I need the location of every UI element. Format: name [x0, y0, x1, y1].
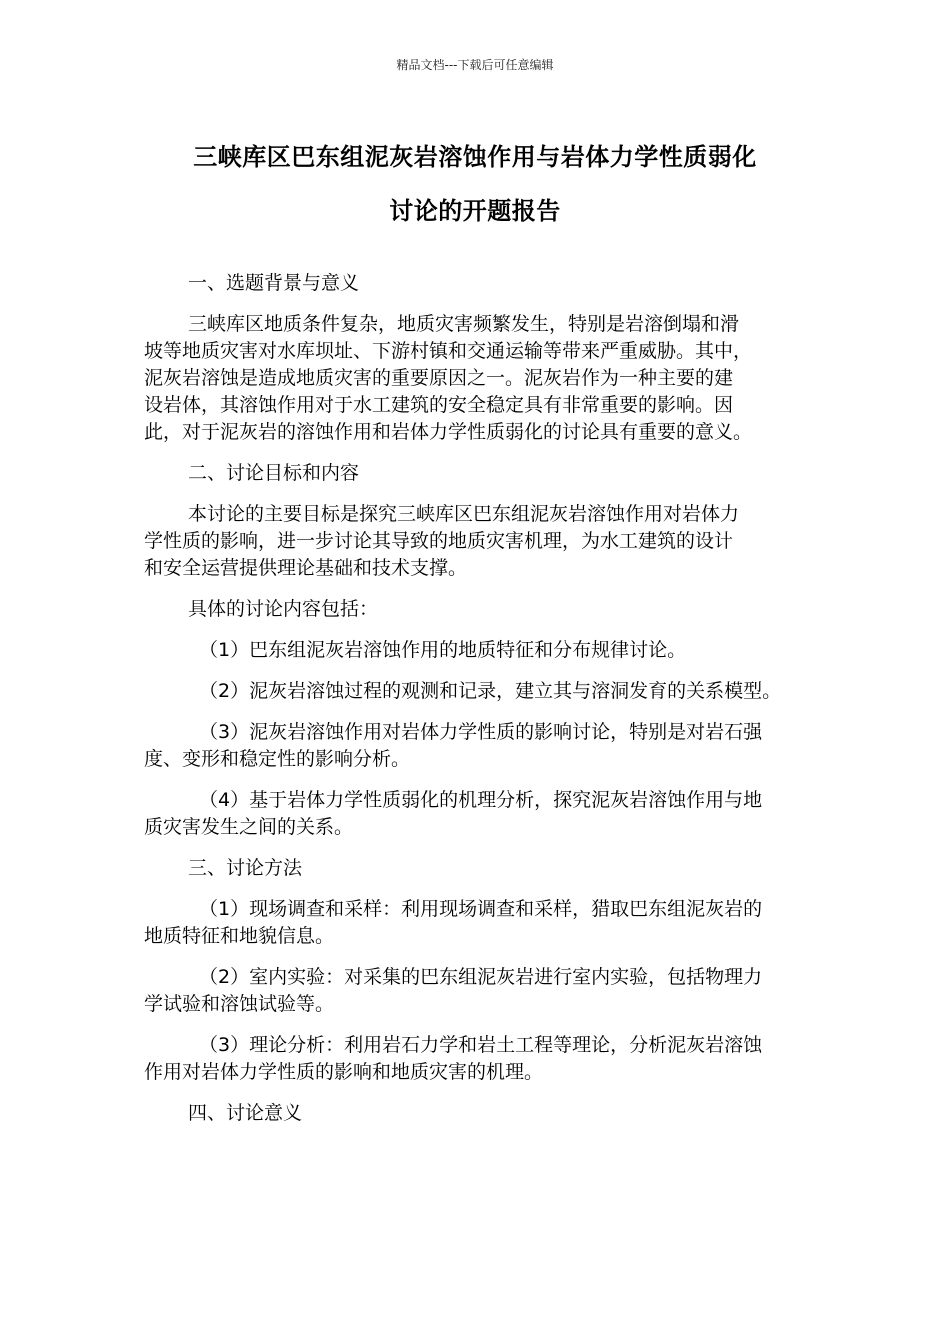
list-item	[144, 787, 816, 841]
list-item: （1）巴东组泥灰岩溶蚀作用的地质特征和分布规律讨论。	[199, 639, 687, 661]
paragraph-background	[144, 311, 816, 446]
section-heading-significance: 四、讨论意义	[188, 1102, 303, 1124]
paragraph-line: 坡等地质灾害对水库坝址、下游村镇和交通运输等带来严重威胁。其中，	[144, 340, 753, 362]
section-heading-goals: 二、讨论目标和内容	[188, 462, 360, 484]
paragraph-line: 本讨论的主要目标是探究三峡库区巴东组泥灰岩溶蚀作用对岩体力	[188, 503, 740, 525]
document-body	[144, 270, 816, 1127]
header-note: 精品文档---下载后可任意编辑	[396, 58, 554, 72]
list-item-line: （3）理论分析：利用岩石力学和岩土工程等理论，分析泥灰岩溶蚀	[199, 1034, 763, 1056]
list-item-line: 学试验和溶蚀试验等。	[144, 993, 335, 1015]
list-item-line: 度、变形和稳定性的影响分析。	[144, 748, 411, 770]
paragraph-line: 三峡库区地质条件复杂，地质灾害频繁发生，特别是岩溶倒塌和滑	[188, 313, 740, 335]
list-item	[144, 1032, 816, 1086]
paragraph-line: 设岩体，其溶蚀作用对于水工建筑的安全稳定具有非常重要的影响。因	[144, 394, 734, 416]
list-item	[144, 896, 816, 950]
list-item-line: （4）基于岩体力学性质弱化的机理分析，探究泥灰岩溶蚀作用与地	[199, 789, 763, 811]
list-item-line: 质灾害发生之间的关系。	[144, 816, 354, 838]
document-title-line-2: 讨论的开题报告	[389, 197, 561, 225]
paragraph-line: 此，对于泥灰岩的溶蚀作用和岩体力学性质弱化的讨论具有重要的意义。	[144, 421, 753, 443]
list-item	[144, 719, 816, 773]
paragraph-line: 和安全运营提供理论基础和技术支撑。	[144, 557, 468, 579]
list-item-line: （3）泥灰岩溶蚀作用对岩体力学性质的影响讨论，特别是对岩石强	[199, 721, 763, 743]
paragraph-line: 学性质的影响，进一步讨论其导致的地质灾害机理，为水工建筑的设计	[144, 530, 734, 552]
list-item	[144, 964, 816, 1018]
list-item-line: 作用对岩体力学性质的影响和地质灾害的机理。	[144, 1061, 544, 1083]
document-title-line-1: 三峡库区巴东组泥灰岩溶蚀作用与岩体力学性质弱化	[193, 143, 757, 171]
section-heading-background: 一、选题背景与意义	[188, 272, 360, 294]
list-item-line: 地质特征和地貌信息。	[144, 925, 335, 947]
paragraph-line: 泥灰岩溶蚀是造成地质灾害的重要原因之一。泥灰岩作为一种主要的建	[144, 367, 734, 389]
list-item-line: （2）室内实验：对采集的巴东组泥灰岩进行室内实验，包括物理力	[199, 966, 763, 988]
paragraph-content-intro: 具体的讨论内容包括：	[188, 598, 379, 620]
paragraph-goals	[144, 501, 816, 582]
list-item-line: （1）现场调查和采样：利用现场调查和采样，猎取巴东组泥灰岩的	[199, 898, 763, 920]
list-item: （2）泥灰岩溶蚀过程的观测和记录，建立其与溶洞发育的关系模型。	[199, 680, 782, 702]
section-heading-methods: 三、讨论方法	[188, 857, 303, 879]
